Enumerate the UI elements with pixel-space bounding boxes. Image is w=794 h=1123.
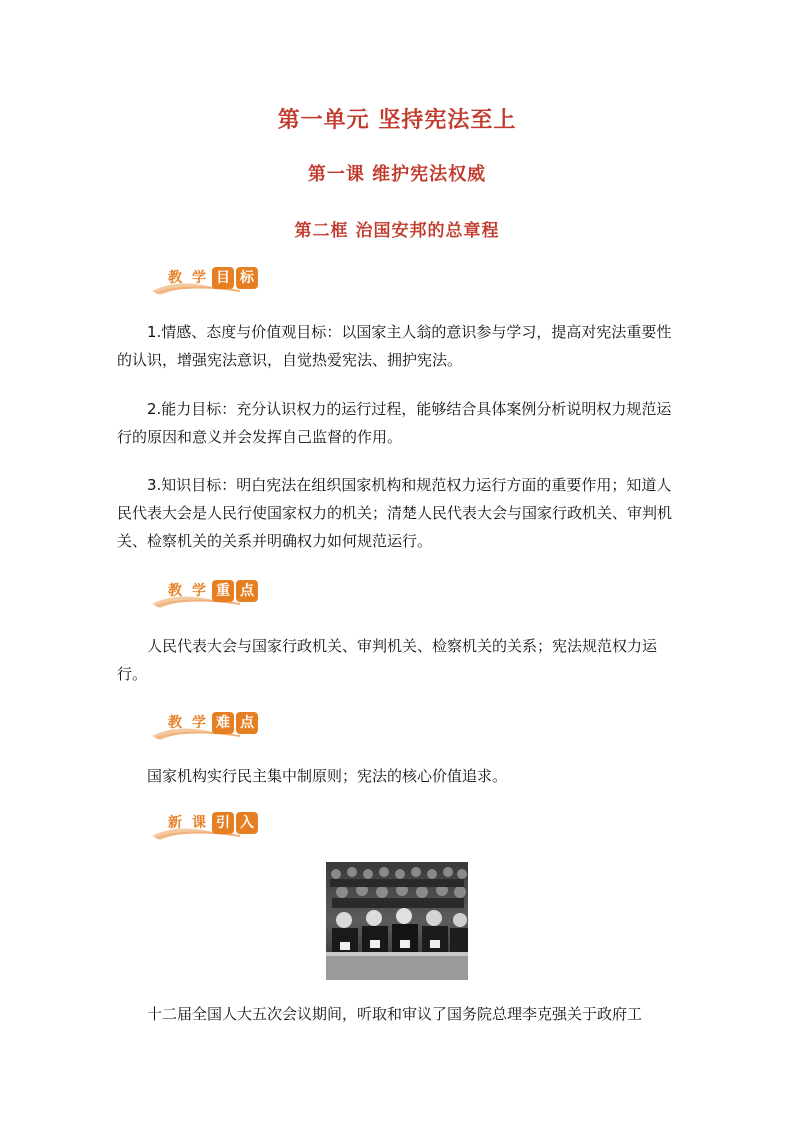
badge-char: 点 <box>236 580 258 602</box>
section-title: 第二框 治国安邦的总章程 <box>294 221 500 241</box>
badge-char: 学 <box>192 270 206 286</box>
key-points-paragraph: 人民代表大会与国家行政机关、审判机关、检察机关的关系；宪法规范权力运行。 <box>117 637 658 683</box>
objective-paragraph-3: 3.知识目标：明白宪法在组织国家机构和规范权力运行方面的重要作用；知道人民代表大会是人民行使国家权力的机关；清楚人民代表大会与国家行政机关、审判机关、检察机关的关系并明确权力如何规范运行。 <box>117 476 673 550</box>
badge-char: 教 <box>168 583 182 599</box>
badge-char: 点 <box>236 712 258 734</box>
difficulties-paragraph: 国家机构实行民主集中制原则；宪法的核心价值追求。 <box>147 767 508 785</box>
objective-paragraph-1: 1.情感、态度与价值观目标：以国家主人翁的意识参与学习，提高对宪法重要性的认识，增强宪法意识，自觉热爱宪法、拥护宪法。 <box>117 323 672 369</box>
intro-paragraph: 十二届全国人大五次会议期间，听取和审议了国务院总理李克强关于政府工 <box>147 1005 643 1023</box>
badge-char: 引 <box>212 812 234 834</box>
badge-char: 教 <box>168 270 182 286</box>
lesson-title: 第一课 维护宪法权威 <box>307 164 487 185</box>
badge-char: 教 <box>168 715 182 731</box>
intro-badge <box>150 810 270 844</box>
badge-char: 目 <box>212 267 234 289</box>
badge-char: 难 <box>212 712 234 734</box>
meeting-photo <box>326 862 468 980</box>
objective-paragraph-2: 2.能力目标：充分认识权力的运行过程，能够结合具体案例分析说明权力规范运行的原因和意义并会发挥自己监督的作用。 <box>117 400 672 446</box>
difficulties-badge <box>150 710 270 744</box>
objectives-badge <box>150 265 270 299</box>
badge-char: 重 <box>212 580 234 602</box>
badge-char: 学 <box>192 583 206 599</box>
key-points-badge <box>150 578 270 612</box>
badge-char: 课 <box>192 815 206 831</box>
badge-char: 学 <box>192 715 206 731</box>
badge-char: 标 <box>236 267 258 289</box>
badge-char: 新 <box>168 815 182 831</box>
unit-title: 第一单元 坚持宪法至上 <box>277 108 517 133</box>
badge-char: 入 <box>236 812 258 834</box>
